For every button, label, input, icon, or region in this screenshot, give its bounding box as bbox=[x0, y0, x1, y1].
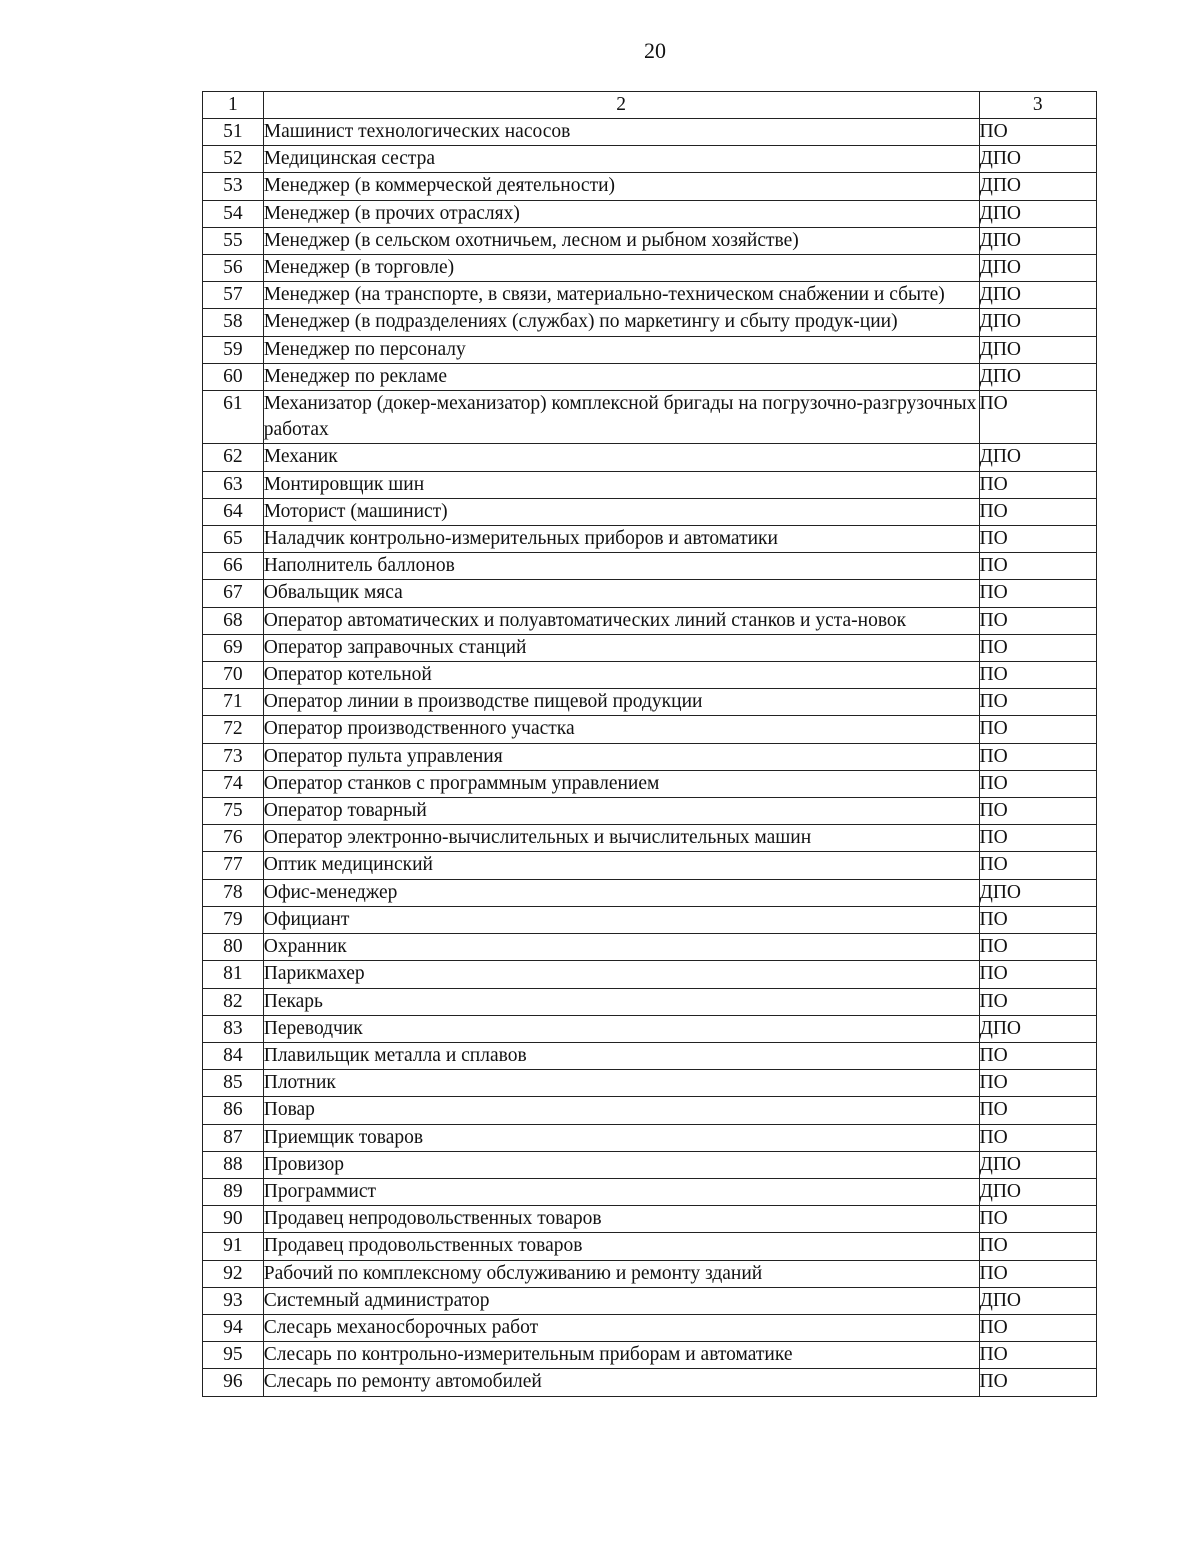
table-row bbox=[203, 906, 1097, 933]
table-row bbox=[203, 662, 1097, 689]
education-type-cell: ДПО bbox=[979, 227, 1096, 254]
education-type-cell: ПО bbox=[979, 1070, 1096, 1097]
occupation-name-cell: Переводчик bbox=[263, 1015, 979, 1042]
occupation-name-cell: Наладчик контрольно-измерительных приборов и автоматики bbox=[263, 526, 979, 553]
table-row bbox=[203, 526, 1097, 553]
table-row bbox=[203, 1260, 1097, 1287]
row-number-cell: 58 bbox=[203, 309, 264, 336]
row-number-cell: 59 bbox=[203, 336, 264, 363]
row-number-cell: 70 bbox=[203, 662, 264, 689]
occupation-name-cell: Слесарь по контрольно-измерительным приборам и автоматике bbox=[263, 1342, 979, 1369]
occupation-name-cell: Менеджер по рекламе bbox=[263, 363, 979, 390]
occupation-name-cell: Оператор товарный bbox=[263, 798, 979, 825]
occupation-name-cell: Менеджер (в торговле) bbox=[263, 255, 979, 282]
occupation-name-cell: Плотник bbox=[263, 1070, 979, 1097]
row-number-cell: 88 bbox=[203, 1151, 264, 1178]
table-row bbox=[203, 580, 1097, 607]
row-number-cell: 86 bbox=[203, 1097, 264, 1124]
row-number-cell: 57 bbox=[203, 282, 264, 309]
row-number-cell: 73 bbox=[203, 743, 264, 770]
row-number-cell: 94 bbox=[203, 1314, 264, 1341]
occupation-name-cell: Оператор электронно-вычислительных и вычислительных машин bbox=[263, 825, 979, 852]
table-row bbox=[203, 798, 1097, 825]
table-row bbox=[203, 879, 1097, 906]
row-number-cell: 60 bbox=[203, 363, 264, 390]
occupation-name-cell: Менеджер (в коммерческой деятельности) bbox=[263, 173, 979, 200]
education-type-cell: ДПО bbox=[979, 255, 1096, 282]
table-row bbox=[203, 146, 1097, 173]
occupation-name-cell: Менеджер (в сельском охотничьем, лесном и рыбном хозяйстве) bbox=[263, 227, 979, 254]
row-number-cell: 81 bbox=[203, 961, 264, 988]
education-type-cell: ДПО bbox=[979, 444, 1096, 471]
education-type-cell: ПО bbox=[979, 1369, 1096, 1396]
row-number-cell: 79 bbox=[203, 906, 264, 933]
education-type-cell: ДПО bbox=[979, 363, 1096, 390]
row-number-cell: 76 bbox=[203, 825, 264, 852]
table-row bbox=[203, 825, 1097, 852]
education-type-cell: ПО bbox=[979, 934, 1096, 961]
row-number-cell: 91 bbox=[203, 1233, 264, 1260]
education-type-cell: ПО bbox=[979, 689, 1096, 716]
table-row bbox=[203, 988, 1097, 1015]
table-row bbox=[203, 1287, 1097, 1314]
row-number-cell: 72 bbox=[203, 716, 264, 743]
row-number-cell: 82 bbox=[203, 988, 264, 1015]
table-row bbox=[203, 282, 1097, 309]
table-row bbox=[203, 1342, 1097, 1369]
row-number-cell: 66 bbox=[203, 553, 264, 580]
education-type-cell: ДПО bbox=[979, 309, 1096, 336]
education-type-cell: ДПО bbox=[979, 1178, 1096, 1205]
education-type-cell: ПО bbox=[979, 770, 1096, 797]
education-type-cell: ПО bbox=[979, 961, 1096, 988]
row-number-cell: 51 bbox=[203, 119, 264, 146]
occupation-name-cell: Механик bbox=[263, 444, 979, 471]
table-row bbox=[203, 1015, 1097, 1042]
table-row bbox=[203, 1151, 1097, 1178]
table-row bbox=[203, 716, 1097, 743]
education-type-cell: ПО bbox=[979, 1042, 1096, 1069]
table-row bbox=[203, 743, 1097, 770]
education-type-cell: ПО bbox=[979, 716, 1096, 743]
occupation-name-cell: Машинист технологических насосов bbox=[263, 119, 979, 146]
occupation-name-cell: Рабочий по комплексному обслуживанию и ремонту зданий bbox=[263, 1260, 979, 1287]
row-number-cell: 63 bbox=[203, 471, 264, 498]
row-number-cell: 83 bbox=[203, 1015, 264, 1042]
education-type-cell: ДПО bbox=[979, 173, 1096, 200]
occupation-name-cell: Оператор заправочных станций bbox=[263, 634, 979, 661]
education-type-cell: ПО bbox=[979, 498, 1096, 525]
occupation-name-cell: Оператор производственного участка bbox=[263, 716, 979, 743]
row-number-cell: 67 bbox=[203, 580, 264, 607]
occupation-name-cell: Охранник bbox=[263, 934, 979, 961]
row-number-cell: 95 bbox=[203, 1342, 264, 1369]
occupation-name-cell: Наполнитель баллонов bbox=[263, 553, 979, 580]
occupation-name-cell: Обвальщик мяса bbox=[263, 580, 979, 607]
row-number-cell: 62 bbox=[203, 444, 264, 471]
column-header-2: 2 bbox=[263, 92, 979, 119]
occupation-name-cell: Монтировщик шин bbox=[263, 471, 979, 498]
table-row bbox=[203, 444, 1097, 471]
table-row bbox=[203, 336, 1097, 363]
occupation-name-cell: Программист bbox=[263, 1178, 979, 1205]
row-number-cell: 69 bbox=[203, 634, 264, 661]
table-row bbox=[203, 1233, 1097, 1260]
row-number-cell: 87 bbox=[203, 1124, 264, 1151]
row-number-cell: 84 bbox=[203, 1042, 264, 1069]
table-row bbox=[203, 200, 1097, 227]
education-type-cell: ДПО bbox=[979, 879, 1096, 906]
table-header-row bbox=[203, 92, 1097, 119]
occupation-name-cell: Слесарь механосборочных работ bbox=[263, 1314, 979, 1341]
row-number-cell: 56 bbox=[203, 255, 264, 282]
table-row bbox=[203, 363, 1097, 390]
table-row bbox=[203, 553, 1097, 580]
table-row bbox=[203, 309, 1097, 336]
row-number-cell: 65 bbox=[203, 526, 264, 553]
table-row bbox=[203, 1070, 1097, 1097]
occupation-name-cell: Приемщик товаров bbox=[263, 1124, 979, 1151]
education-type-cell: ПО bbox=[979, 1206, 1096, 1233]
education-type-cell: ДПО bbox=[979, 146, 1096, 173]
table-row bbox=[203, 1097, 1097, 1124]
occupation-name-cell: Продавец непродовольственных товаров bbox=[263, 1206, 979, 1233]
row-number-cell: 52 bbox=[203, 146, 264, 173]
education-type-cell: ПО bbox=[979, 1233, 1096, 1260]
occupation-name-cell: Офис-менеджер bbox=[263, 879, 979, 906]
education-type-cell: ПО bbox=[979, 119, 1096, 146]
table-row bbox=[203, 770, 1097, 797]
education-type-cell: ДПО bbox=[979, 1287, 1096, 1314]
education-type-cell: ПО bbox=[979, 662, 1096, 689]
table-row bbox=[203, 1206, 1097, 1233]
table-row bbox=[203, 961, 1097, 988]
row-number-cell: 85 bbox=[203, 1070, 264, 1097]
column-header-3: 3 bbox=[979, 92, 1096, 119]
education-type-cell: ДПО bbox=[979, 1015, 1096, 1042]
row-number-cell: 55 bbox=[203, 227, 264, 254]
occupation-name-cell: Официант bbox=[263, 906, 979, 933]
occupation-name-cell: Оптик медицинский bbox=[263, 852, 979, 879]
occupations-table bbox=[202, 91, 1097, 1397]
occupation-name-cell: Продавец продовольственных товаров bbox=[263, 1233, 979, 1260]
row-number-cell: 89 bbox=[203, 1178, 264, 1205]
education-type-cell: ДПО bbox=[979, 200, 1096, 227]
occupation-name-cell: Оператор линии в производстве пищевой продукции bbox=[263, 689, 979, 716]
row-number-cell: 90 bbox=[203, 1206, 264, 1233]
occupation-name-cell: Пекарь bbox=[263, 988, 979, 1015]
occupation-name-cell: Механизатор (докер-механизатор) комплексной бригады на погрузочно-разгрузочных работах bbox=[263, 391, 979, 444]
education-type-cell: ДПО bbox=[979, 282, 1096, 309]
row-number-cell: 53 bbox=[203, 173, 264, 200]
table-row bbox=[203, 471, 1097, 498]
table-row bbox=[203, 1124, 1097, 1151]
table-row bbox=[203, 1314, 1097, 1341]
table-body bbox=[203, 92, 1097, 1397]
education-type-cell: ПО bbox=[979, 825, 1096, 852]
row-number-cell: 68 bbox=[203, 607, 264, 634]
occupation-name-cell: Парикмахер bbox=[263, 961, 979, 988]
row-number-cell: 61 bbox=[203, 391, 264, 444]
occupation-name-cell: Провизор bbox=[263, 1151, 979, 1178]
row-number-cell: 93 bbox=[203, 1287, 264, 1314]
occupation-name-cell: Оператор котельной bbox=[263, 662, 979, 689]
education-type-cell: ПО bbox=[979, 743, 1096, 770]
table-row bbox=[203, 689, 1097, 716]
education-type-cell: ПО bbox=[979, 391, 1096, 444]
row-number-cell: 77 bbox=[203, 852, 264, 879]
occupation-name-cell: Медицинская сестра bbox=[263, 146, 979, 173]
education-type-cell: ДПО bbox=[979, 336, 1096, 363]
education-type-cell: ПО bbox=[979, 471, 1096, 498]
occupation-name-cell: Моторист (машинист) bbox=[263, 498, 979, 525]
education-type-cell: ПО bbox=[979, 634, 1096, 661]
occupation-name-cell: Оператор пульта управления bbox=[263, 743, 979, 770]
row-number-cell: 75 bbox=[203, 798, 264, 825]
table-row bbox=[203, 1178, 1097, 1205]
row-number-cell: 71 bbox=[203, 689, 264, 716]
table-row bbox=[203, 227, 1097, 254]
table-row bbox=[203, 1369, 1097, 1396]
table-row bbox=[203, 498, 1097, 525]
row-number-cell: 64 bbox=[203, 498, 264, 525]
occupation-name-cell: Менеджер (в прочих отраслях) bbox=[263, 200, 979, 227]
education-type-cell: ДПО bbox=[979, 1151, 1096, 1178]
row-number-cell: 54 bbox=[203, 200, 264, 227]
row-number-cell: 74 bbox=[203, 770, 264, 797]
occupation-name-cell: Менеджер по персоналу bbox=[263, 336, 979, 363]
education-type-cell: ПО bbox=[979, 1097, 1096, 1124]
education-type-cell: ПО bbox=[979, 580, 1096, 607]
table-row bbox=[203, 173, 1097, 200]
education-type-cell: ПО bbox=[979, 1314, 1096, 1341]
occupation-name-cell: Оператор автоматических и полуавтоматических линий станков и уста-новок bbox=[263, 607, 979, 634]
occupation-name-cell: Повар bbox=[263, 1097, 979, 1124]
table-row bbox=[203, 119, 1097, 146]
occupation-name-cell: Менеджер (в подразделениях (службах) по маркетингу и сбыту продук-ции) bbox=[263, 309, 979, 336]
education-type-cell: ПО bbox=[979, 906, 1096, 933]
occupation-name-cell: Системный администратор bbox=[263, 1287, 979, 1314]
column-header-1: 1 bbox=[203, 92, 264, 119]
occupation-name-cell: Менеджер (на транспорте, в связи, материально-техническом снабжении и сбыте) bbox=[263, 282, 979, 309]
table-row bbox=[203, 1042, 1097, 1069]
education-type-cell: ПО bbox=[979, 1342, 1096, 1369]
row-number-cell: 96 bbox=[203, 1369, 264, 1396]
table-row bbox=[203, 634, 1097, 661]
education-type-cell: ПО bbox=[979, 553, 1096, 580]
table-row bbox=[203, 391, 1097, 444]
education-type-cell: ПО bbox=[979, 798, 1096, 825]
education-type-cell: ПО bbox=[979, 852, 1096, 879]
education-type-cell: ПО bbox=[979, 526, 1096, 553]
table-row bbox=[203, 852, 1097, 879]
occupation-name-cell: Слесарь по ремонту автомобилей bbox=[263, 1369, 979, 1396]
page-number: 20 bbox=[644, 38, 666, 63]
table-row bbox=[203, 255, 1097, 282]
education-type-cell: ПО bbox=[979, 1124, 1096, 1151]
education-type-cell: ПО bbox=[979, 607, 1096, 634]
table-row bbox=[203, 607, 1097, 634]
row-number-cell: 80 bbox=[203, 934, 264, 961]
table-row bbox=[203, 934, 1097, 961]
row-number-cell: 92 bbox=[203, 1260, 264, 1287]
education-type-cell: ПО bbox=[979, 988, 1096, 1015]
education-type-cell: ПО bbox=[979, 1260, 1096, 1287]
row-number-cell: 78 bbox=[203, 879, 264, 906]
occupation-name-cell: Оператор станков с программным управлением bbox=[263, 770, 979, 797]
occupation-name-cell: Плавильщик металла и сплавов bbox=[263, 1042, 979, 1069]
